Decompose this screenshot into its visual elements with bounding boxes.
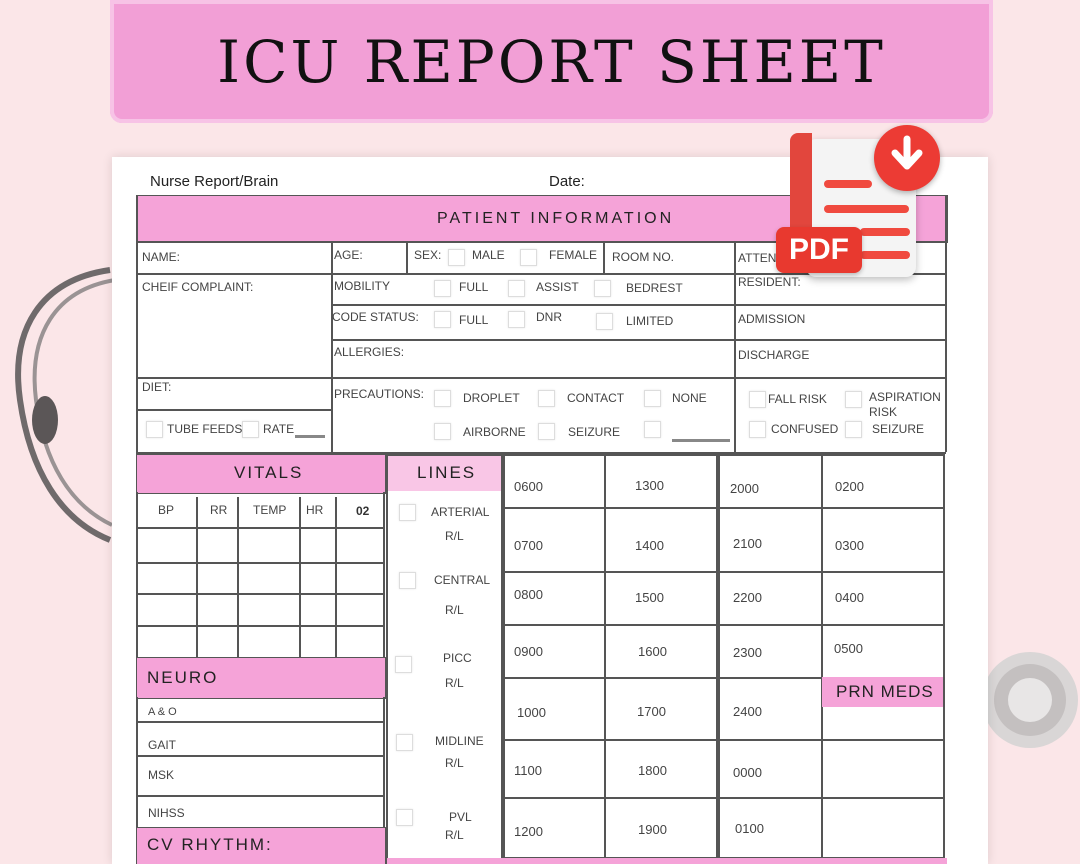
time-slot: 0300 (835, 538, 864, 553)
full-label: FULL (459, 280, 489, 294)
pdf-line-icon (860, 228, 910, 236)
precautions-label: PRECAUTIONS: (334, 387, 425, 401)
grid-line (383, 697, 385, 827)
time-slot: 2300 (733, 645, 762, 660)
title-banner (110, 0, 993, 123)
line-side: R/L (445, 603, 464, 617)
grid-line (136, 562, 384, 564)
grid-line (604, 454, 606, 864)
vitals-title: VITALS (234, 463, 304, 482)
grid-line (821, 454, 823, 864)
diet-label: DIET: (142, 380, 172, 394)
grid-line (136, 195, 138, 455)
line-side: R/L (445, 756, 464, 770)
time-slot: 0800 (514, 587, 543, 602)
line-item: PICC (443, 651, 472, 665)
nurse-report-label: Nurse Report/Brain (150, 173, 279, 190)
download-circle-icon (874, 125, 940, 191)
time-slot: 1000 (517, 705, 546, 720)
picc-checkbox[interactable] (395, 656, 412, 673)
room-label: ROOM NO. (612, 250, 674, 264)
line-item: CENTRAL (434, 573, 491, 587)
grid-line (136, 755, 384, 757)
discharge-label: DISCHARGE (738, 348, 810, 362)
time-slot: 1300 (635, 478, 664, 493)
pdf-badge: PDF (776, 227, 862, 273)
mobility-label: MOBILITY (334, 279, 391, 293)
patient-info-title: PATIENT INFORMATION (437, 210, 675, 227)
banner-title: ICU REPORT SHEET (217, 28, 886, 96)
limited-checkbox[interactable] (596, 313, 613, 330)
confused-label: CONFUSED (771, 422, 839, 436)
grid-line (386, 454, 388, 864)
date-label: Date: (549, 173, 585, 190)
limited-label: LIMITED (626, 314, 674, 328)
neuro-item: MSK (148, 768, 175, 782)
grid-line (196, 497, 198, 657)
grid-line (237, 497, 239, 657)
vitals-col-bp: BP (158, 503, 175, 517)
grid-line (503, 454, 505, 864)
line-side: R/L (445, 828, 464, 842)
full-checkbox[interactable] (434, 280, 451, 297)
line-side: R/L (445, 676, 464, 690)
grid-line (331, 241, 333, 452)
grid-line (943, 454, 945, 864)
grid-line (136, 721, 384, 723)
seizure-checkbox[interactable] (538, 423, 555, 440)
vitals-col-hr: HR (306, 503, 324, 517)
neuro-item: GAIT (148, 738, 177, 752)
pdf-line-icon (824, 180, 872, 188)
other-checkbox[interactable] (644, 421, 661, 438)
line-item: MIDLINE (435, 734, 484, 748)
grid-line (503, 797, 945, 799)
grid-line (503, 571, 945, 573)
line-side: R/L (445, 529, 464, 543)
time-slot: 0200 (835, 479, 864, 494)
seizure-label: SEIZURE (568, 425, 621, 439)
grid-line (503, 624, 945, 626)
airborne-label: AIRBORNE (463, 425, 526, 439)
time-slot: 1500 (635, 590, 664, 605)
line-item: PVL (449, 810, 472, 824)
assist-checkbox[interactable] (508, 280, 525, 297)
allergies-label: ALLERGIES: (334, 345, 405, 359)
seizure2-label: SEIZURE (872, 422, 925, 436)
grid-line (718, 454, 720, 864)
tube-feeds-checkbox[interactable] (146, 421, 163, 438)
resident-label: RESIDENT: (738, 275, 801, 289)
grid-line (734, 241, 736, 452)
time-slot: 0900 (514, 644, 543, 659)
neuro-title: NEURO (147, 668, 219, 687)
name-label: NAME: (142, 250, 181, 264)
aspiration-checkbox[interactable] (845, 391, 862, 408)
male-label: MALE (472, 248, 505, 262)
rate-line (295, 435, 325, 438)
grid-line (603, 241, 605, 273)
code-status-label: CODE STATUS: (332, 310, 419, 324)
fall-risk-label: FALL RISK (768, 392, 827, 406)
time-slot: 1200 (514, 824, 543, 839)
lines-title: LINES (417, 463, 477, 482)
contact-checkbox[interactable] (538, 390, 555, 407)
grid-line (136, 625, 384, 627)
vitals-col-o2: 02 (356, 504, 370, 518)
pdf-line-icon (824, 205, 909, 213)
neuro-item: NIHSS (148, 806, 185, 820)
time-slot: 1700 (637, 704, 666, 719)
grid-line (136, 527, 384, 529)
vitals-col-temp: TEMP (253, 503, 287, 517)
grid-line (299, 497, 301, 657)
attending-label: ATTEN (738, 251, 777, 265)
confused-checkbox[interactable] (749, 421, 766, 438)
bottom-bar (657, 858, 947, 864)
assist-label: ASSIST (536, 280, 579, 294)
bedrest-label: BEDREST (626, 281, 683, 295)
grid-line (945, 195, 947, 452)
risk-label: RISK (869, 405, 898, 419)
tube-feeds-label: TUBE FEEDS (167, 422, 243, 436)
female-label: FEMALE (549, 248, 598, 262)
grid-line (331, 304, 946, 306)
time-slot: 2200 (733, 590, 762, 605)
time-slot: 0100 (735, 821, 764, 836)
droplet-checkbox[interactable] (434, 390, 451, 407)
grid-line (136, 409, 332, 411)
grid-line (136, 377, 946, 379)
complaint-label: CHEIF COMPLAINT: (142, 280, 254, 294)
aspiration-label: ASPIRATION (869, 390, 941, 404)
code-full-checkbox[interactable] (434, 311, 451, 328)
line-item: ARTERIAL (431, 505, 490, 519)
droplet-label: DROPLET (463, 391, 520, 405)
cv-rhythm-title: CV RHYTHM: (147, 835, 273, 854)
female-checkbox[interactable] (520, 249, 537, 266)
time-slot: 2100 (733, 536, 762, 551)
time-slot: 1600 (638, 644, 667, 659)
grid-line (503, 507, 945, 509)
prn-meds-title: PRN MEDS (836, 682, 934, 701)
age-label: AGE: (334, 248, 363, 262)
time-slot: 0600 (514, 479, 543, 494)
pdf-line-icon (860, 251, 910, 259)
time-slot: 1400 (635, 538, 664, 553)
grid-line (331, 339, 946, 341)
grid-line (136, 795, 384, 797)
neuro-item: A & O (148, 706, 177, 718)
none-checkbox[interactable] (644, 390, 661, 407)
contact-label: CONTACT (567, 391, 625, 405)
male-checkbox[interactable] (448, 249, 465, 266)
admission-label: ADMISSION (738, 312, 806, 326)
time-slot: 1800 (638, 763, 667, 778)
grid-line (383, 492, 385, 657)
grid-line (386, 454, 502, 456)
grid-line (136, 492, 138, 657)
sex-label: SEX: (414, 248, 442, 262)
grid-line (136, 593, 384, 595)
grid-line (335, 497, 337, 657)
none-label: NONE (672, 391, 707, 405)
rate-label: RATE (263, 422, 295, 436)
time-slot: 0700 (514, 538, 543, 553)
time-slot: 0500 (834, 641, 863, 656)
fall-risk-checkbox[interactable] (749, 391, 766, 408)
time-slot: 2400 (733, 704, 762, 719)
dnr-checkbox[interactable] (508, 311, 525, 328)
code-full-label: FULL (459, 313, 489, 327)
download-arrow-icon (874, 125, 940, 191)
time-slot: 0400 (835, 590, 864, 605)
time-slot: 0000 (733, 765, 762, 780)
bedrest-checkbox[interactable] (594, 280, 611, 297)
seizure2-checkbox[interactable] (845, 421, 862, 438)
grid-line (406, 241, 408, 273)
grid-line (136, 697, 138, 827)
midline-checkbox[interactable] (396, 734, 413, 751)
time-slot: 1900 (638, 822, 667, 837)
pvl-checkbox[interactable] (396, 809, 413, 826)
pdf-download-icon[interactable] (780, 125, 945, 285)
rate-checkbox[interactable] (242, 421, 259, 438)
other-line (672, 439, 730, 442)
airborne-checkbox[interactable] (434, 423, 451, 440)
arterial-checkbox[interactable] (399, 504, 416, 521)
central-checkbox[interactable] (399, 572, 416, 589)
time-slot: 2000 (730, 481, 759, 496)
dnr-label: DNR (536, 310, 562, 324)
time-slot: 1100 (514, 763, 542, 778)
bottom-bar (387, 858, 657, 864)
grid-line (503, 454, 945, 456)
vitals-col-rr: RR (210, 503, 228, 517)
grid-line (503, 739, 945, 741)
